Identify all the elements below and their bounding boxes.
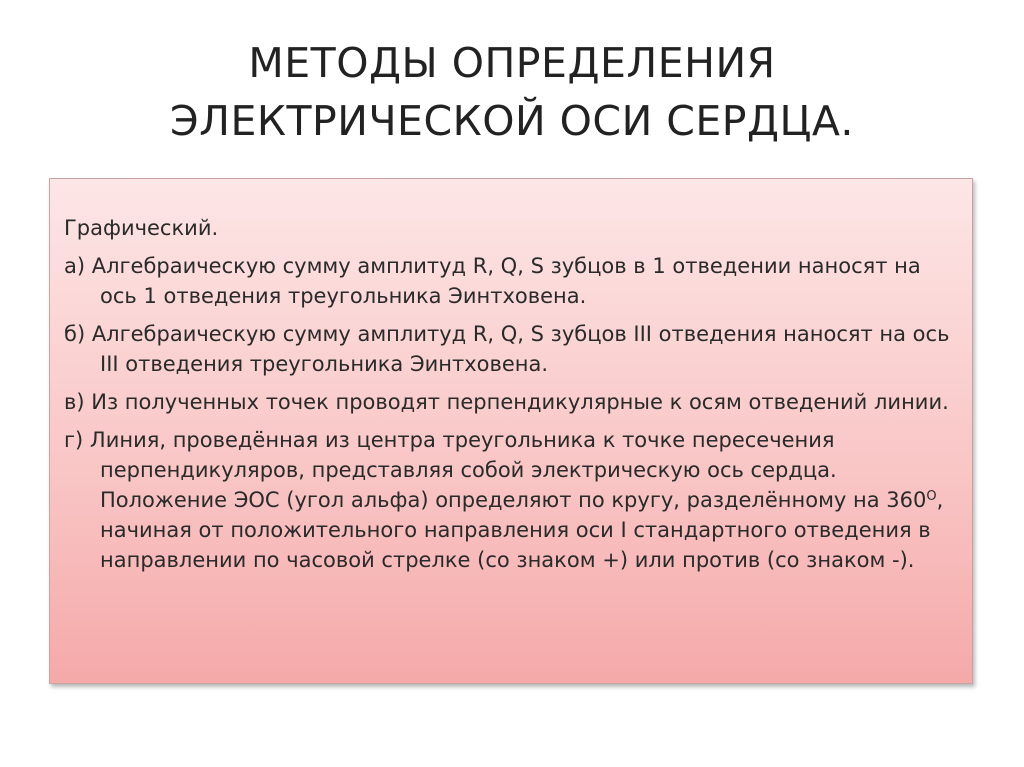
list-item-c: в) Из полученных точек проводят перпендикулярные к осям отведений линии. [64,390,949,414]
slide-title [60,34,964,150]
method-heading: Графический. [64,216,219,240]
title-line-2: ЭЛЕКТРИЧЕСКОЙ ОСИ СЕРДЦА. [170,97,854,145]
list-item-a: а) Алгебраическую сумму амплитуд R, Q, S зубцов в 1 отведении наносят на ось 1 отведения треугольника Эинтховена. [64,254,921,308]
content-box [49,178,973,684]
list-item-d-text-2: , начиная от положительного направления оси I стандартного отведения в направлении по часовой стрелке (со знаком +) или против (со знаком -). [100,488,944,572]
list-item-d-text-1: г) Линия, проведённая из центра треугольника к точке пересечения перпендикуляров, представляя собой электрическую ось сердца. Положение ЭОС (угол альфа) определяют по кругу, разделённому на 360 [64,428,927,512]
list-item-d [64,425,952,575]
degree-superscript: О [926,489,937,504]
list-item-b: б) Алгебраическую сумму амплитуд R, Q, S зубцов III отведения наносят на ось III отведения треугольника Эинтховена. [64,322,950,376]
title-line-1: МЕТОДЫ ОПРЕДЕЛЕНИЯ [248,39,776,87]
